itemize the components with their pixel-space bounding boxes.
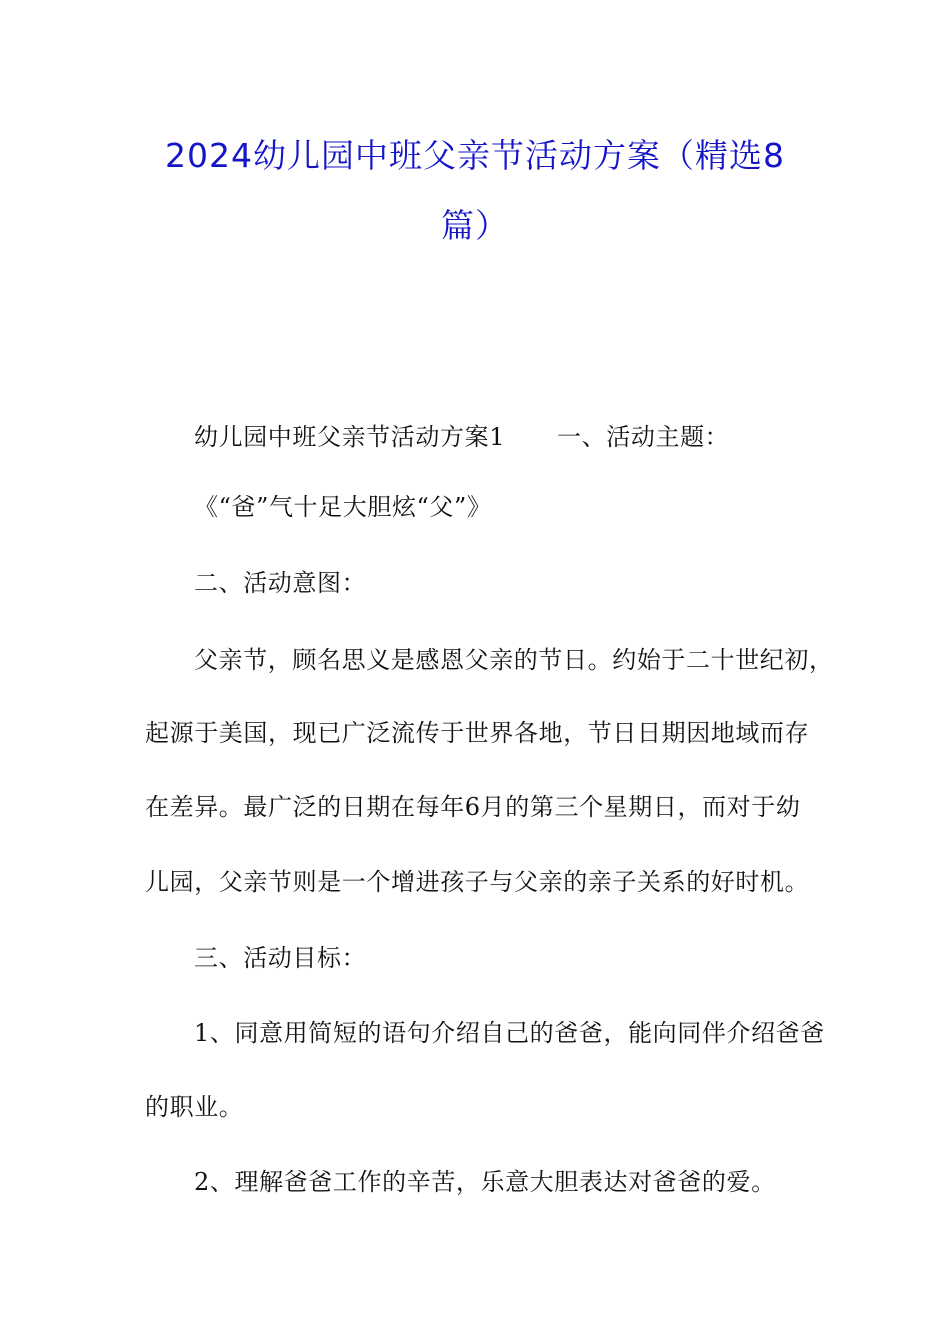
section-1-heading: 一、活动主题： xyxy=(557,423,730,451)
section-3-heading: 三、活动目标： xyxy=(194,944,367,972)
document-title-line-2: 篇） xyxy=(441,206,509,245)
goal-1-line-1: 1、同意用简短的语句介绍自己的爸爸，能向同伴介绍爸爸 xyxy=(194,1019,825,1047)
document-title-line-1: 2024幼儿园中班父亲节活动方案（精选8 xyxy=(165,136,785,175)
plan-heading-row xyxy=(194,420,729,454)
intent-paragraph-line-4: 儿园，父亲节则是一个增进孩子与父亲的亲子关系的好时机。 xyxy=(145,868,810,896)
intent-paragraph-line-3: 在差异。最广泛的日期在每年6月的第三个星期日，而对于幼 xyxy=(145,793,801,821)
intent-paragraph-line-2: 起源于美国，现已广泛流传于世界各地，节日日期因地域而存 xyxy=(145,719,810,747)
goal-2: 2、理解爸爸工作的辛苦，乐意大胆表达对爸爸的爱。 xyxy=(194,1168,776,1196)
intent-paragraph-line-1: 父亲节，顾名思义是感恩父亲的节日。约始于二十世纪初， xyxy=(194,646,834,674)
activity-theme: 《“爸”气十足大胆炫“父”》 xyxy=(194,493,492,521)
section-2-heading: 二、活动意图： xyxy=(194,569,367,597)
goal-1-line-2: 的职业。 xyxy=(145,1093,244,1121)
plan-heading: 幼儿园中班父亲节活动方案1 xyxy=(194,423,506,451)
